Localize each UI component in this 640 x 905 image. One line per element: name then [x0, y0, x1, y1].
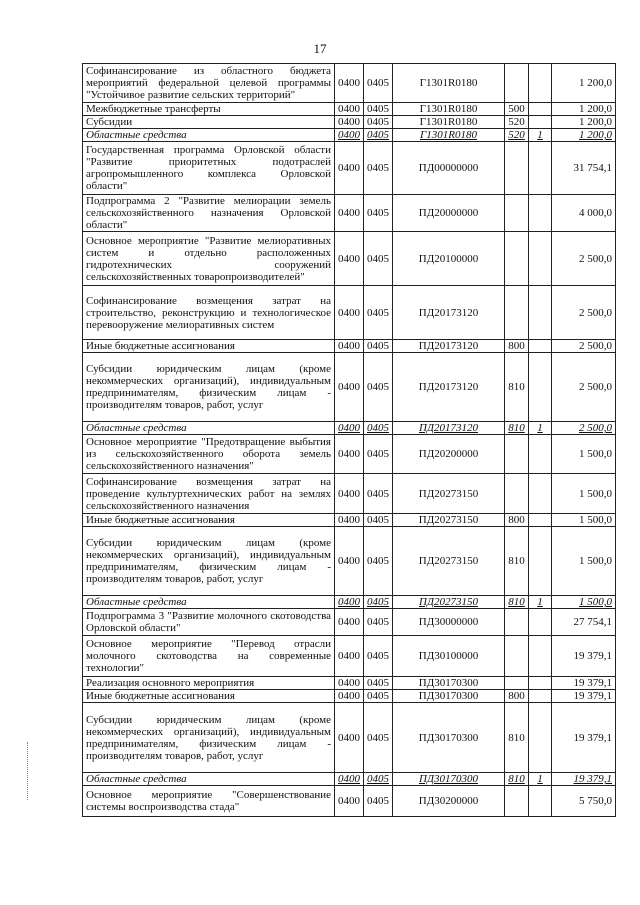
row-funding-source [529, 690, 552, 703]
row-amount: 2 500,0 [552, 232, 616, 286]
row-target-article-code: ПД20273150 [393, 474, 505, 514]
table-row [83, 677, 616, 690]
row-funding-source [529, 677, 552, 690]
row-amount: 1 200,0 [552, 64, 616, 103]
table-row [83, 596, 616, 609]
row-section-code: 0400 [335, 690, 364, 703]
row-expense-type-code: 810 [505, 596, 529, 609]
row-target-article-code: ПД20273150 [393, 596, 505, 609]
row-name: Иные бюджетные ассигнования [83, 690, 335, 703]
row-amount: 1 200,0 [552, 129, 616, 142]
table-row [83, 116, 616, 129]
row-target-article-code: ПД20173120 [393, 422, 505, 435]
row-section-code: 0400 [335, 129, 364, 142]
row-subsection-code: 0405 [364, 514, 393, 527]
row-amount: 19 379,1 [552, 677, 616, 690]
row-expense-type-code [505, 64, 529, 103]
row-subsection-code: 0405 [364, 435, 393, 474]
row-subsection-code: 0405 [364, 474, 393, 514]
row-name: Основное мероприятие "Развитие мелиоративных систем и отдельно расположенных гидротехнических сооружений сельскохозяйственных товаропроизводителей" [83, 232, 335, 286]
row-name: Иные бюджетные ассигнования [83, 514, 335, 527]
row-funding-source [529, 103, 552, 116]
row-section-code: 0400 [335, 195, 364, 232]
row-section-code: 0400 [335, 340, 364, 353]
row-section-code: 0400 [335, 609, 364, 636]
row-target-article-code: ПД20000000 [393, 195, 505, 232]
row-subsection-code: 0405 [364, 103, 393, 116]
margin-mark [27, 742, 29, 800]
row-funding-source [529, 353, 552, 422]
table-row [83, 703, 616, 773]
table-row [83, 636, 616, 677]
row-funding-source [529, 116, 552, 129]
row-amount: 5 750,0 [552, 786, 616, 817]
row-expense-type-code [505, 786, 529, 817]
row-section-code: 0400 [335, 142, 364, 195]
row-subsection-code: 0405 [364, 636, 393, 677]
row-section-code: 0400 [335, 677, 364, 690]
row-funding-source [529, 609, 552, 636]
row-amount: 1 200,0 [552, 116, 616, 129]
row-name: Софинансирование возмещения затрат на проведение культуртехнических работ на землях сельскохозяйственного назначения [83, 474, 335, 514]
table-row [83, 353, 616, 422]
row-amount: 1 500,0 [552, 596, 616, 609]
row-expense-type-code: 810 [505, 773, 529, 786]
row-funding-source [529, 527, 552, 596]
row-section-code: 0400 [335, 773, 364, 786]
row-target-article-code: ПД30200000 [393, 786, 505, 817]
row-funding-source [529, 64, 552, 103]
row-subsection-code: 0405 [364, 422, 393, 435]
row-funding-source [529, 142, 552, 195]
table-row [83, 527, 616, 596]
table-row [83, 422, 616, 435]
row-target-article-code: ПД20200000 [393, 435, 505, 474]
row-subsection-code: 0405 [364, 773, 393, 786]
row-name: Государственная программа Орловской области "Развитие приоритетных подотраслей агропромышленного комплекса Орловской области" [83, 142, 335, 195]
row-subsection-code: 0405 [364, 353, 393, 422]
row-amount: 1 500,0 [552, 514, 616, 527]
row-target-article-code: ПД20173120 [393, 353, 505, 422]
row-amount: 19 379,1 [552, 703, 616, 773]
row-name: Подпрограмма 2 "Развитие мелиорации земель сельскохозяйственного назначения Орловской области" [83, 195, 335, 232]
table-row [83, 609, 616, 636]
row-name: Межбюджетные трансферты [83, 103, 335, 116]
row-funding-source [529, 195, 552, 232]
row-expense-type-code: 810 [505, 422, 529, 435]
row-section-code: 0400 [335, 232, 364, 286]
row-funding-source [529, 340, 552, 353]
row-section-code: 0400 [335, 116, 364, 129]
table-row [83, 142, 616, 195]
row-funding-source: 1 [529, 129, 552, 142]
budget-table [82, 63, 616, 817]
row-amount: 19 379,1 [552, 773, 616, 786]
row-subsection-code: 0405 [364, 64, 393, 103]
row-funding-source [529, 435, 552, 474]
table-row [83, 773, 616, 786]
row-expense-type-code: 810 [505, 703, 529, 773]
budget-table-body [83, 64, 616, 817]
row-funding-source [529, 514, 552, 527]
row-amount: 19 379,1 [552, 690, 616, 703]
row-subsection-code: 0405 [364, 142, 393, 195]
row-funding-source [529, 232, 552, 286]
row-expense-type-code: 520 [505, 129, 529, 142]
row-target-article-code: ПД30170300 [393, 773, 505, 786]
row-name: Областные средства [83, 596, 335, 609]
row-name: Областные средства [83, 773, 335, 786]
row-section-code: 0400 [335, 596, 364, 609]
row-amount: 1 200,0 [552, 103, 616, 116]
row-expense-type-code: 810 [505, 353, 529, 422]
row-section-code: 0400 [335, 636, 364, 677]
row-section-code: 0400 [335, 103, 364, 116]
row-target-article-code: ПД30170300 [393, 677, 505, 690]
row-expense-type-code: 810 [505, 527, 529, 596]
row-section-code: 0400 [335, 286, 364, 340]
row-target-article-code: ПД20100000 [393, 232, 505, 286]
table-row [83, 232, 616, 286]
row-expense-type-code: 800 [505, 340, 529, 353]
table-row [83, 786, 616, 817]
row-subsection-code: 0405 [364, 609, 393, 636]
row-funding-source [529, 286, 552, 340]
row-expense-type-code [505, 232, 529, 286]
row-expense-type-code [505, 195, 529, 232]
row-target-article-code: ПД30100000 [393, 636, 505, 677]
table-row [83, 195, 616, 232]
table-row [83, 129, 616, 142]
row-section-code: 0400 [335, 353, 364, 422]
row-target-article-code: Г1301R0180 [393, 129, 505, 142]
row-subsection-code: 0405 [364, 703, 393, 773]
row-target-article-code: ПД30170300 [393, 703, 505, 773]
row-amount: 4 000,0 [552, 195, 616, 232]
row-name: Субсидии юридическим лицам (кроме некоммерческих организаций), индивидуальным предпринимателям, физическим лицам - производителям товаров, работ, услуг [83, 353, 335, 422]
row-section-code: 0400 [335, 474, 364, 514]
row-name: Подпрограмма 3 "Развитие молочного скотоводства Орловской области" [83, 609, 335, 636]
row-subsection-code: 0405 [364, 677, 393, 690]
row-target-article-code: ПД00000000 [393, 142, 505, 195]
row-target-article-code: ПД20173120 [393, 340, 505, 353]
row-expense-type-code [505, 636, 529, 677]
row-target-article-code: ПД30170300 [393, 690, 505, 703]
row-target-article-code: Г1301R0180 [393, 64, 505, 103]
row-expense-type-code [505, 142, 529, 195]
row-name: Субсидии юридическим лицам (кроме некоммерческих организаций), индивидуальным предпринимателям, физическим лицам - производителям товаров, работ, услуг [83, 703, 335, 773]
row-expense-type-code: 500 [505, 103, 529, 116]
row-funding-source: 1 [529, 422, 552, 435]
row-funding-source: 1 [529, 596, 552, 609]
row-name: Субсидии юридическим лицам (кроме некоммерческих организаций), индивидуальным предпринимателям, физическим лицам - производителям товаров, работ, услуг [83, 527, 335, 596]
row-name: Основное мероприятие "Перевод отрасли молочного скотоводства на современные технологии" [83, 636, 335, 677]
row-funding-source [529, 636, 552, 677]
table-row [83, 340, 616, 353]
row-target-article-code: Г1301R0180 [393, 116, 505, 129]
row-target-article-code: Г1301R0180 [393, 103, 505, 116]
row-subsection-code: 0405 [364, 195, 393, 232]
row-subsection-code: 0405 [364, 286, 393, 340]
row-amount: 27 754,1 [552, 609, 616, 636]
row-name: Софинансирование из областного бюджета мероприятий федеральной целевой программы "Устойчивое развитие сельских территорий" [83, 64, 335, 103]
row-expense-type-code [505, 435, 529, 474]
row-amount: 19 379,1 [552, 636, 616, 677]
row-name: Основное мероприятие "Совершенствование системы воспроизводства стада" [83, 786, 335, 817]
row-amount: 2 500,0 [552, 422, 616, 435]
row-subsection-code: 0405 [364, 340, 393, 353]
row-name: Областные средства [83, 422, 335, 435]
row-amount: 1 500,0 [552, 435, 616, 474]
row-funding-source: 1 [529, 773, 552, 786]
row-expense-type-code: 520 [505, 116, 529, 129]
table-row [83, 103, 616, 116]
row-name: Реализация основного мероприятия [83, 677, 335, 690]
row-name: Основное мероприятие "Предотвращение выбытия из сельскохозяйственного оборота земель сельскохозяйственного назначения" [83, 435, 335, 474]
row-amount: 31 754,1 [552, 142, 616, 195]
row-expense-type-code [505, 677, 529, 690]
row-section-code: 0400 [335, 422, 364, 435]
row-amount: 2 500,0 [552, 286, 616, 340]
row-target-article-code: ПД30000000 [393, 609, 505, 636]
row-expense-type-code: 800 [505, 514, 529, 527]
table-row [83, 474, 616, 514]
row-subsection-code: 0405 [364, 116, 393, 129]
row-amount: 1 500,0 [552, 527, 616, 596]
page-number: 17 [313, 41, 327, 56]
row-funding-source [529, 786, 552, 817]
row-expense-type-code: 800 [505, 690, 529, 703]
row-name: Софинансирование возмещения затрат на строительство, реконструкцию и технологическое перевооружение мелиоративных систем [83, 286, 335, 340]
row-name: Иные бюджетные ассигнования [83, 340, 335, 353]
row-subsection-code: 0405 [364, 129, 393, 142]
row-funding-source [529, 703, 552, 773]
row-subsection-code: 0405 [364, 596, 393, 609]
row-target-article-code: ПД20273150 [393, 527, 505, 596]
row-name: Областные средства [83, 129, 335, 142]
row-amount: 2 500,0 [552, 340, 616, 353]
row-subsection-code: 0405 [364, 786, 393, 817]
row-target-article-code: ПД20173120 [393, 286, 505, 340]
table-row [83, 64, 616, 103]
row-amount: 2 500,0 [552, 353, 616, 422]
table-row [83, 690, 616, 703]
row-target-article-code: ПД20273150 [393, 514, 505, 527]
row-funding-source [529, 474, 552, 514]
row-subsection-code: 0405 [364, 690, 393, 703]
row-subsection-code: 0405 [364, 527, 393, 596]
row-expense-type-code [505, 609, 529, 636]
row-section-code: 0400 [335, 64, 364, 103]
row-expense-type-code [505, 286, 529, 340]
table-row [83, 514, 616, 527]
table-row [83, 286, 616, 340]
row-section-code: 0400 [335, 514, 364, 527]
row-section-code: 0400 [335, 435, 364, 474]
row-name: Субсидии [83, 116, 335, 129]
row-section-code: 0400 [335, 527, 364, 596]
table-row [83, 435, 616, 474]
row-section-code: 0400 [335, 703, 364, 773]
row-subsection-code: 0405 [364, 232, 393, 286]
row-expense-type-code [505, 474, 529, 514]
row-amount: 1 500,0 [552, 474, 616, 514]
row-section-code: 0400 [335, 786, 364, 817]
